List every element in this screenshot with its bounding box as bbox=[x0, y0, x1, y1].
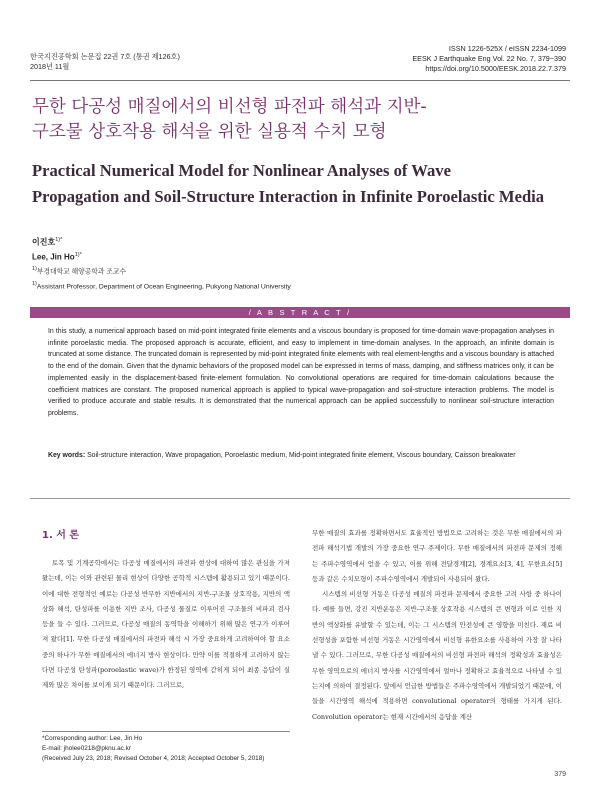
affiliation-en: Assistant Professor, Department of Ocean Engineering, Pukyong National University bbox=[36, 283, 291, 291]
author-name-en: Lee, Jin Ho bbox=[32, 252, 75, 262]
section-heading-introduction: 1. 서 론 bbox=[42, 530, 80, 541]
intro-paragraph-3: 시스템의 비선형 거동은 다공성 매질의 파전파 문제에서 중요한 고려 사항 중 하나이다. 예를 들면, 강진 지반운동은 지반-구조물 상호작용 시스템의 큰 변형과 이로 인한 지반의 액상화를 유발할 수 있는데, 이는 그 시스템의 안전성에 큰 영향을 미친다. 재료 비선형성을 포함한 비선형 거동은 시간영역에서 비선형 유한요소를 사용하여 가장 잘 나타낼 수 있다. 그러므로, 무한 다공성 매질에서의 비선형 파전파 해석의 정확성과 효율성은 무한 영역으로의 에너지 방사를 시간영역에서 얼마나 정확하고 효율적으로 나타낼 수 있는지에 의하여 결정된다. 앞에서 언급한 방법들은 주파수영역에서 개발되었기 때문에, 이들을 시간영역 해석에 적용하면 convolutional operator의 형태를 가지게 된다. Convolution operator는 현재 시간에서의 응답을 계산 bbox=[312, 590, 562, 721]
body-column-right bbox=[312, 526, 562, 725]
title-en-line-1: Practical Numerical Model for Nonlinear Analyses of Wave bbox=[32, 161, 451, 180]
title-en-line-2: Propagation and Soil-Structure Interaction in Infinite Poroelastic Media bbox=[32, 187, 545, 206]
issue-date-kr: 2018년 11월 bbox=[30, 62, 70, 71]
abstract-text: In this study, a numerical approach based on mid-point integrated finite elements and a viscous boundary is proposed for time-domain wave-propagation analyses in infinite poroelastic media. The proposed approach is accurate, efficient, and easy to implement in time-domain analyses. In the approach, an infinite domain is truncated at some distance. The truncated domain is represented by mid-point integrated finite elements with real element-lengths and a viscous boundary is attached to the end of the domain. Given that the dynamic behaviors of the proposed model can be expressed in terms of mass, damping, and stiffness matrices only, it can be implemented easily in the displacement-based finite-element formulation. No convolutional operations are required for time-domain calculations because the coefficient matrices are constant. The proposed numerical approach is applied to typical wave-propagation and soil-structure interaction problems. The model is verified to produce accurate and stable results. It is demonstrated that the numerical approach can be applied successfully to nonlinear soil-structure interaction problems. bbox=[48, 328, 554, 417]
issn: ISSN 1226-525X / eISSN 2234-1099 bbox=[448, 44, 566, 53]
footnote bbox=[42, 734, 292, 763]
title-kr-line-2: 구조물 상호작용 해석을 위한 실용적 수치 모형 bbox=[32, 122, 387, 142]
page-number: 379 bbox=[554, 771, 566, 778]
corresponding-name: Lee, Jin Ho bbox=[109, 735, 143, 742]
author-sup-en: 1)* bbox=[74, 251, 82, 258]
author-name-kr: 이진호 bbox=[32, 237, 56, 247]
doi-link[interactable]: https://doi.org/10.5000/EESK.2018.22.7.379 bbox=[425, 64, 566, 73]
email-address[interactable]: jholee0218@pknu.ac.kr bbox=[63, 744, 131, 752]
journal-header-right bbox=[412, 44, 566, 74]
intro-paragraph-1: 토목 및 기계공학에서는 다공성 매질에서의 파전파 현상에 대하여 많은 관심을 가져왔는데, 이는 이와 관련된 물리 현상이 다양한 공학적 시스템에 활용되고 있기 때문이다. 이에 대한 전형적인 예로는 다공성 반무한 지반에서의 지반-구조물 상호작용, 지반의 액상화 해석, 탄성파를 이용한 지반 조사, 다공성 물질로 이루어진 구조물의 비파괴 검사 등을 들 수 있다. 그러므로, 다공성 매질의 동역학을 이해하기 위해 많은 연구가 이루어져 왔다[1]. 무한 다공성 매질에서의 파전파 해석 시 가장 중요하게 고려하여야 할 요소 중의 하나가 무한 매질에서의 에너지 방사 현상이다. 만약 이를 적절하게 고려하지 않는다면 다공성 탄성파(poroelastic wave)가 한정된 영역에 갇히게 되어 최종 응답이 실제와 많은 차이를 보이게 되기 때문이다. 그러므로, bbox=[42, 559, 290, 690]
body-column-left bbox=[42, 556, 290, 694]
abstract-label: / A B S T R A C T / bbox=[30, 307, 570, 318]
intro-paragraph-2: 무한 매질의 효과를 정확하면서도 효율적인 방법으로 고려하는 것은 무한 매질에서의 파전파 해석기법 개발의 가장 중요한 연구 주제이다. 무한 매질에서의 파전파 문제의 정해는 주파수영역에서 얻을 수 있고, 이를 위해 전달경계[2], 경계요소[3, 4], 무한요소[5] 등과 같은 수치모형이 주파수영역에서 개발되어 사용되어 왔다. bbox=[312, 529, 562, 583]
journal-name-kr: 한국지진공학회 논문집 22권 7호 (통권 제126호) bbox=[30, 52, 180, 61]
submission-dates: (Received July 23, 2018; Revised October 4, 2018; Accepted October 5, 2018) bbox=[42, 754, 265, 762]
header-divider bbox=[30, 80, 570, 81]
keywords-label: Key words: bbox=[48, 452, 86, 459]
title-kr-line-1: 무한 다공성 매질에서의 비선형 파전파 해석과 지반- bbox=[32, 97, 427, 117]
author-sup-kr: 1)* bbox=[55, 237, 63, 243]
journal-name-en: EESK J Earthquake Eng Vol. 22 No. 7, 379~390 bbox=[412, 54, 566, 63]
aff-sup-en: 1) bbox=[32, 281, 37, 288]
corresponding-label: *Corresponding author: bbox=[42, 735, 109, 742]
keywords-text: Soil-structure interaction, Wave propagation, Poroelastic medium, Mid-point integrated finite element, Viscous boundary, Caisson breakwater bbox=[87, 452, 516, 459]
affiliation-kr: 부경대학교 해양공학과 조교수 bbox=[36, 268, 127, 276]
abstract-divider bbox=[30, 498, 570, 499]
paper-title-kr bbox=[32, 95, 572, 145]
journal-header-left bbox=[30, 52, 180, 72]
keywords bbox=[48, 450, 554, 462]
footnote-divider bbox=[42, 731, 290, 732]
author-block bbox=[32, 234, 291, 294]
aff-sup-kr: 1) bbox=[32, 266, 37, 273]
email-label: E-mail: bbox=[42, 744, 62, 752]
paper-title-en bbox=[32, 158, 577, 210]
